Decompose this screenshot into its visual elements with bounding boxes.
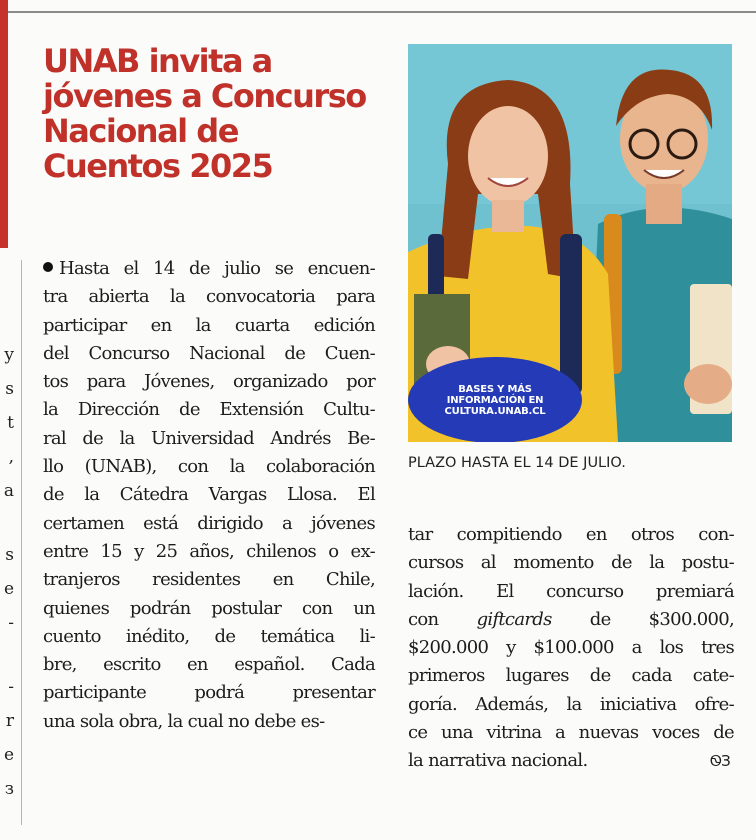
- headline-line: Cuentos 2025: [43, 147, 273, 185]
- body-line: primeros lugares de cada cate-: [408, 665, 734, 687]
- body-line: participar en la cuarta edición: [43, 314, 375, 336]
- body-line: tranjeros residentes en Chile,: [43, 569, 375, 591]
- column-divider: [21, 260, 22, 825]
- body-line: tos para Jóvenes, organizado por: [43, 371, 375, 393]
- body-line: ral de la Universidad Andrés Be-: [43, 427, 375, 449]
- fragment-char: з: [4, 779, 14, 799]
- body-line: certamen está dirigido a jóvenes: [43, 512, 375, 534]
- article-body-column-1: [43, 255, 375, 736]
- article-photo: [408, 44, 732, 442]
- body-line: participante podrá presentar: [43, 682, 375, 704]
- fragment-char: -: [8, 677, 14, 697]
- body-line: goría. Además, la iniciativa ofre-: [408, 693, 734, 715]
- body-line: lación. El concurso premiará: [408, 580, 734, 602]
- fragment-char: -: [8, 613, 14, 633]
- headline-line: jóvenes a Concurso: [43, 77, 366, 115]
- body-line: una sola obra, la cual no debe es-: [43, 710, 325, 732]
- article-headline: [43, 44, 393, 184]
- fragment-char: t: [7, 413, 14, 433]
- body-line: cuento inédito, de temática li-: [43, 625, 375, 647]
- body-line: Hasta el 14 de julio se encuen-: [43, 255, 375, 283]
- photo-caption: PLAZO HASTA EL 14 DE JULIO.: [408, 455, 626, 471]
- body-line: ce una vitrina a nuevas voces de: [408, 722, 734, 744]
- body-line: llo (UNAB), con la colaboración: [43, 456, 375, 478]
- body-line: tar compitiendo en otros con-: [408, 524, 734, 545]
- badge-line: BASES Y MÁS: [458, 383, 532, 395]
- fragment-char: ,: [8, 447, 14, 467]
- badge-line: CULTURA.UNAB.CL: [444, 405, 546, 417]
- body-line: entre 15 y 25 años, chilenos o ex-: [43, 540, 375, 562]
- body-line: quienes podrán postular con un: [43, 597, 375, 619]
- body-line: del Concurso Nacional de Cuen-: [43, 342, 375, 364]
- headline-line: Nacional de: [43, 112, 238, 150]
- fragment-char: e: [3, 745, 14, 765]
- top-rule: [0, 11, 756, 13]
- body-line: cursos al momento de la postu-: [408, 552, 734, 574]
- body-line: con giftcards de $300.000,: [408, 608, 734, 630]
- body-line: $200.000 y $100.000 a los tres: [408, 637, 734, 659]
- bullet-icon: [43, 262, 53, 272]
- fragment-char: a: [3, 481, 14, 501]
- body-line: tra abierta la convocatoria para: [43, 286, 375, 308]
- fragment-char: y: [4, 345, 14, 365]
- fragment-char: e: [3, 579, 14, 599]
- headline-line: UNAB invita a: [43, 42, 272, 80]
- article-body-column-2: [408, 521, 734, 776]
- body-line: la Dirección de Extensión Cultu-: [43, 399, 375, 421]
- fragment-char: r: [5, 711, 14, 731]
- body-line: bre, escrito en español. Cada: [43, 654, 375, 676]
- body-line: la narrativa nacional. ᏫЗ: [408, 747, 734, 775]
- previous-article-accent-bar: [0, 0, 8, 248]
- italic-term: giftcards: [476, 608, 552, 630]
- end-mark-icon: ᏫЗ: [710, 752, 730, 771]
- info-badge: [408, 357, 582, 442]
- fragment-char: s: [5, 545, 14, 565]
- badge-line: INFORMACIÓN EN: [446, 394, 544, 406]
- fragment-char: s: [5, 379, 14, 399]
- body-line: de la Cátedra Vargas Llosa. El: [43, 484, 375, 506]
